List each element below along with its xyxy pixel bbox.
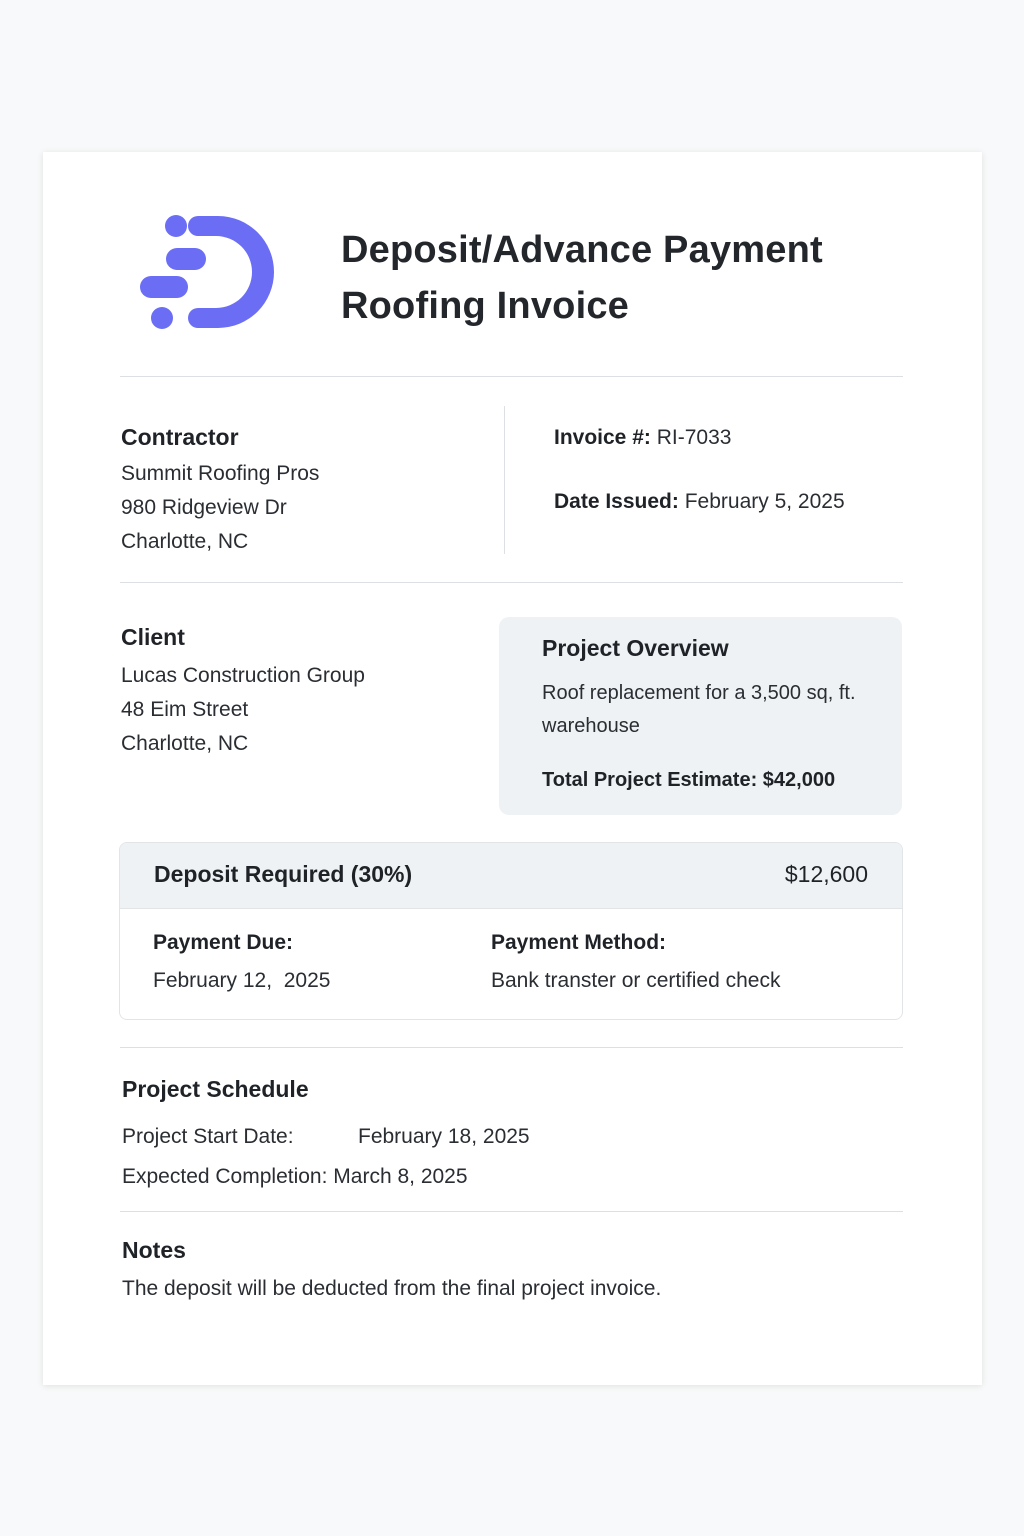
project-schedule-section [122,1076,530,1197]
title-line-1: Deposit/Advance Payment [341,229,823,271]
title-line-2: Roofing Invoice [341,285,629,327]
project-overview-box [499,617,902,815]
client-section [121,624,365,761]
project-overview-description: Roof replacement for a 3,500 sq, ft. warehouse [542,682,856,737]
divider [120,1211,903,1212]
total-project-estimate: Total Project Estimate: $42,000 [542,769,836,791]
client-label: Client [121,624,185,650]
project-schedule-label: Project Schedule [122,1076,309,1102]
notes-text: The deposit will be deducted from the final project invoice. [122,1277,662,1300]
completion-row [122,1157,530,1197]
invoice-card [43,152,982,1385]
deposit-box [119,842,903,1020]
invoice-meta [554,424,845,516]
divider [120,1047,903,1048]
date-issued-row [554,488,845,516]
invoice-number-label: Invoice #: [554,426,651,449]
contractor-address: 980 Ridgeview Dr [121,496,287,519]
contractor-label: Contractor [121,424,239,450]
contractor-city: Charlotte, NC [121,530,249,553]
vertical-divider [504,406,505,554]
company-logo-icon [140,214,280,330]
payment-due-label: Payment Due: [153,931,294,954]
start-date-label: Project Start Date: [122,1125,294,1148]
completion-date: March 8, 2025 [333,1165,468,1188]
deposit-label: Deposit Required (30%) [154,861,413,887]
payment-method-value: Bank transter or certified check [491,969,781,992]
client-name: Lucas Construction Group [121,664,365,687]
notes-label: Notes [122,1237,186,1263]
deposit-amount: $12,600 [784,861,868,887]
payment-due-date: February 12, 2025 [153,969,331,992]
payment-method [491,931,780,993]
invoice-number: RI-7033 [656,426,732,449]
start-date-row [122,1117,530,1157]
invoice-number-row [554,424,845,452]
completion-label: Expected Completion: [122,1165,328,1188]
client-address: 48 Eim Street [121,698,249,721]
contractor-section [121,424,319,559]
divider [120,582,903,583]
page-title [341,222,823,334]
notes-section [122,1237,661,1304]
divider [120,376,903,377]
contractor-name: Summit Roofing Pros [121,462,320,485]
payment-due [153,931,330,993]
start-date: February 18, 2025 [358,1125,530,1148]
payment-method-label: Payment Method: [491,931,667,954]
deposit-header [120,843,902,909]
date-issued-label: Date Issued: [554,490,679,513]
date-issued: February 5, 2025 [684,490,845,513]
client-city: Charlotte, NC [121,732,249,755]
project-overview-title: Project Overview [542,635,729,661]
